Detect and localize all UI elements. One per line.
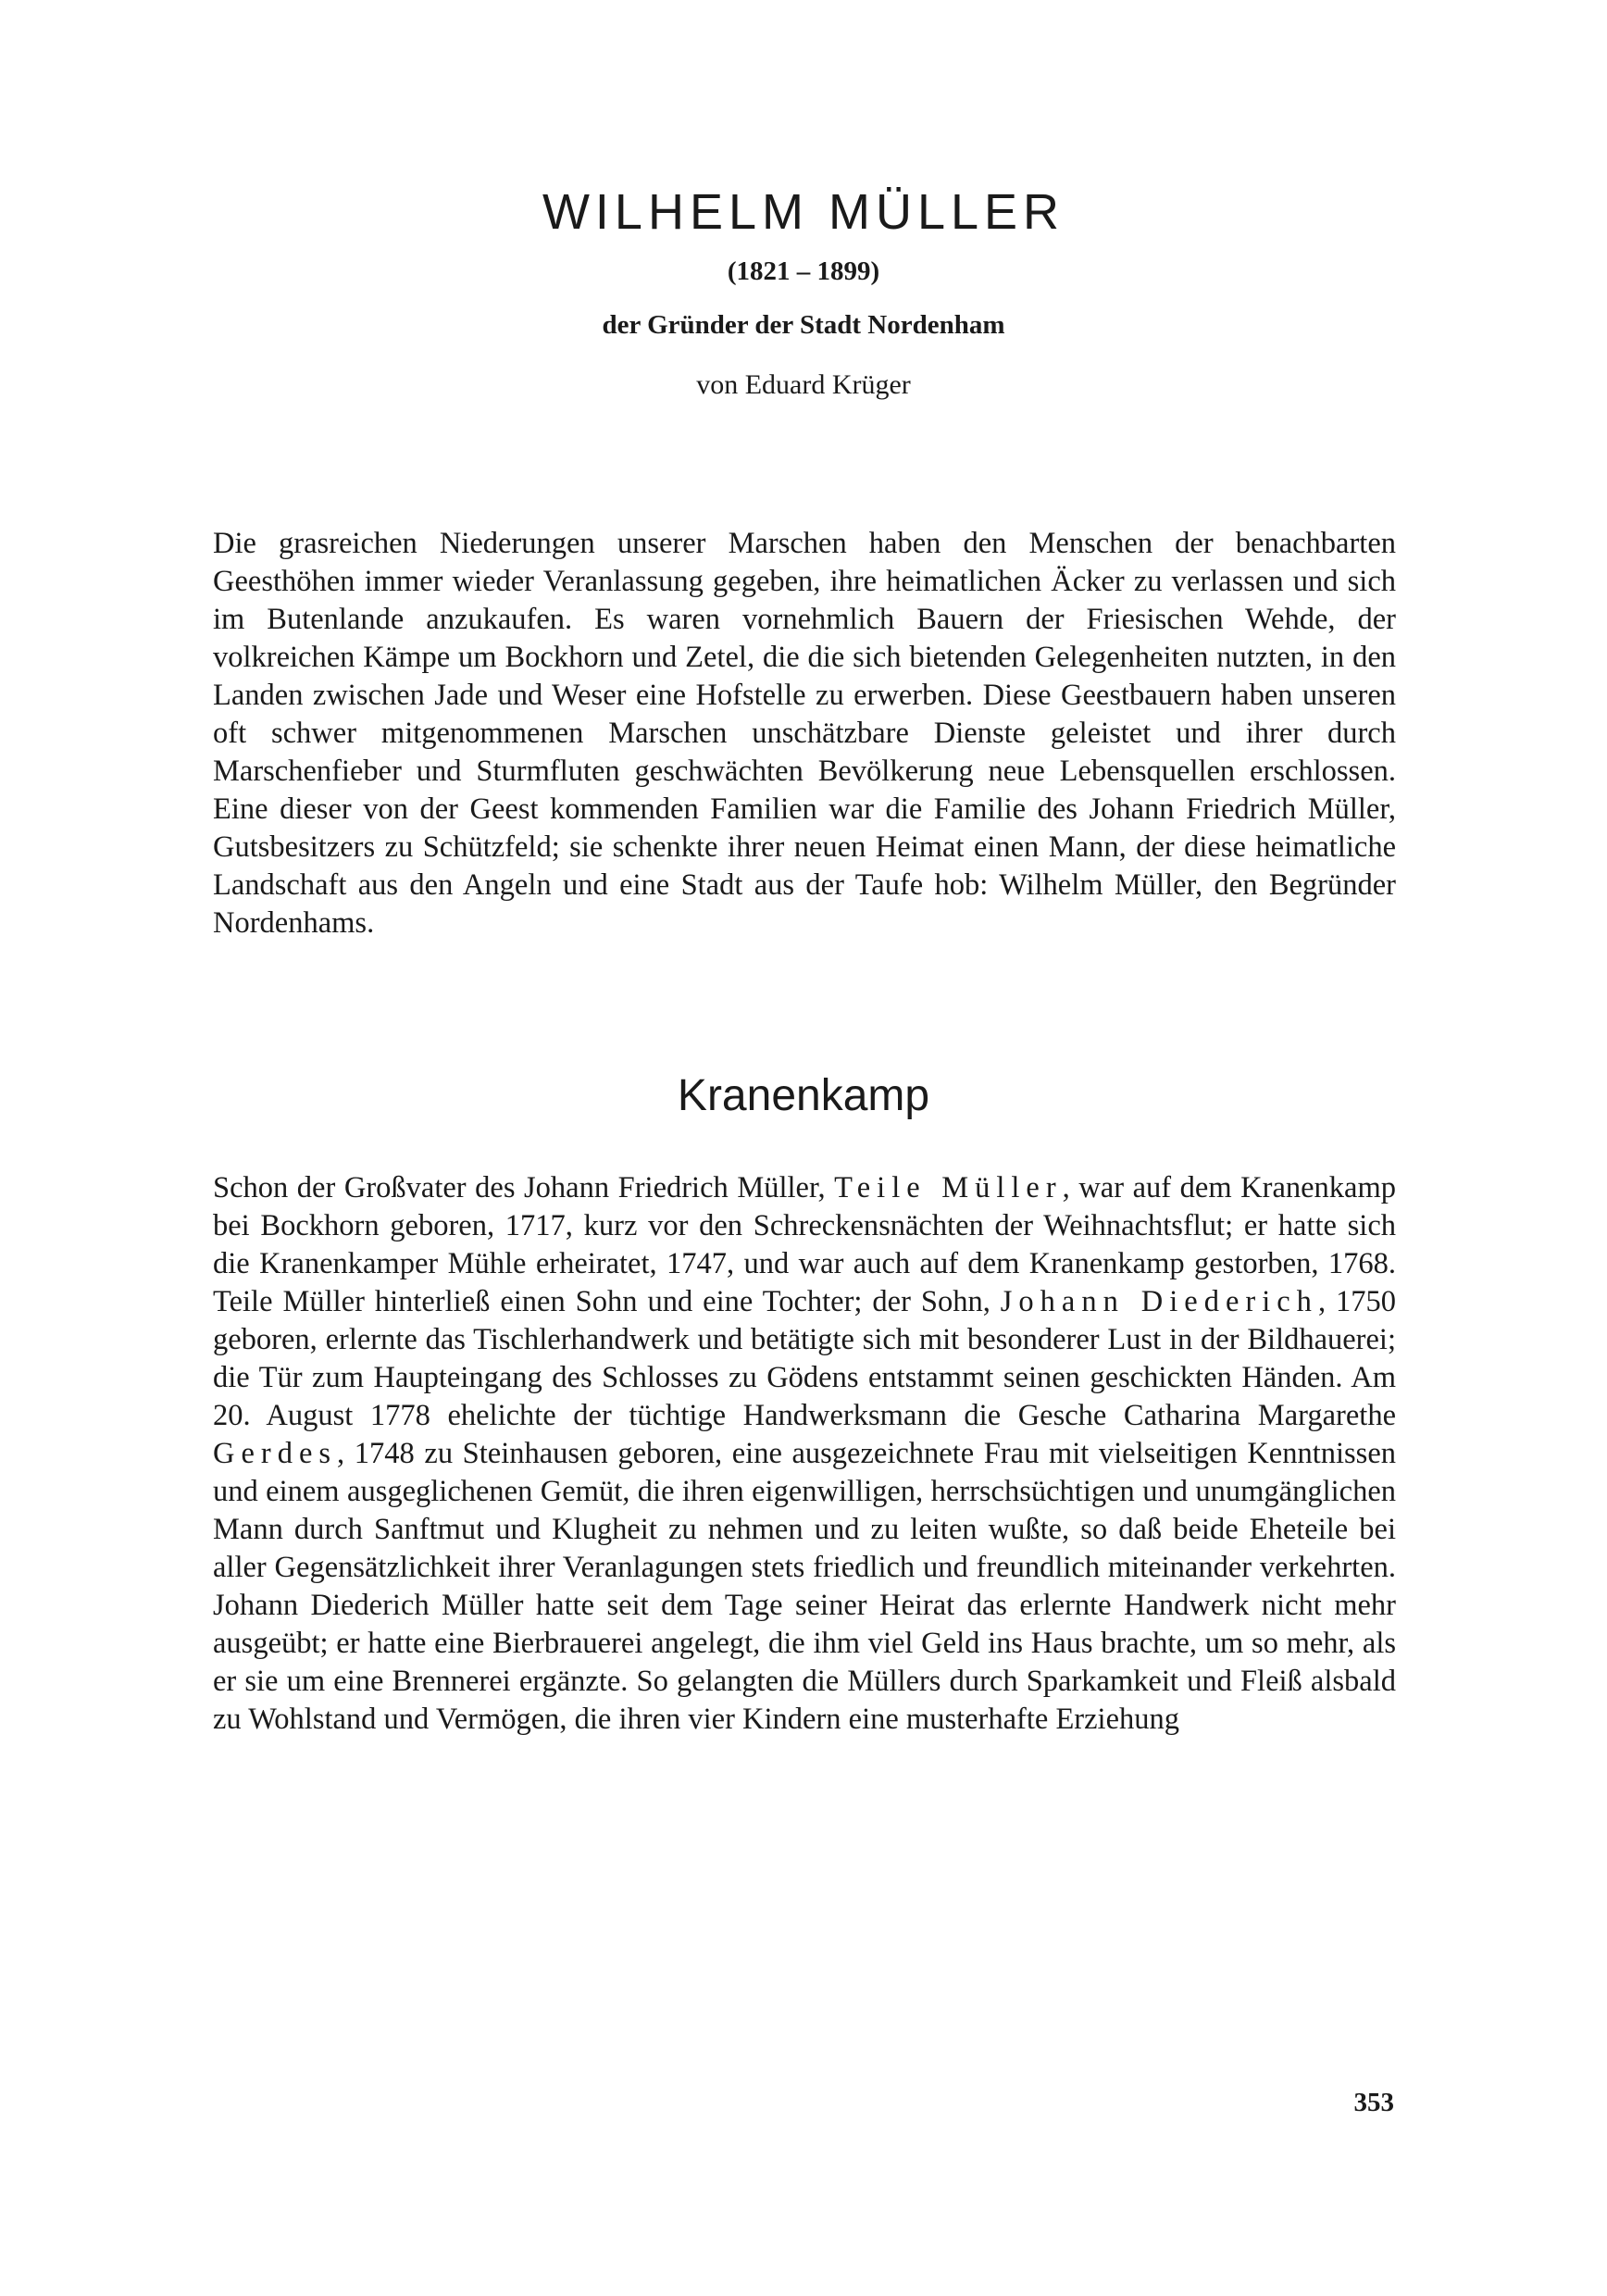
intro-paragraph: Die grasreichen Niederungen unserer Marschen haben den Menschen der benachbarten Geesthöhen immer wieder Veranlassung gegeben, ihre heimatlichen Äcker zu verlassen und sich im Butenlande anzukaufen. Es waren vornehmlich Bauern der Friesischen Wehde, der volkreichen Kämpe um Bockhorn und Zetel, die die sich bietenden Gelegenheiten nutzten, in den Landen zwischen Jade und Weser eine Hofstelle zu erwerben. Diese Geestbauern haben unseren oft schwer mitgenommenen Marschen unschätzbare Dienste geleistet und ihrer durch Marschenfieber und Sturmfluten geschwächten Bevölkerung neue Lebensquellen erschlossen. Eine dieser von der Geest kommenden Familien war die Familie des Johann Friedrich Müller, Gutsbesitzers zu Schützfeld; sie schenkte ihrer neuen Heimat einen Mann, der diese heimatliche Landschaft aus den Angeln und eine Stadt aus der Taufe hob: Wilhelm Müller, den Begründer Nordenhams.	[213, 527, 1396, 940]
paragraph-text: , 1750 geboren, erlernte das Tischlerhandwerk und betätigte sich mit besonderer Lust in der Bildhauerei; die Tür zum Haupteingang des Schlosses zu Gödens entstammt seinen geschickten Händen. Am 20. August 1778 ehelichte der tüchtige Handwerksmann die Gesche Catharina Margarethe	[213, 1285, 1397, 1432]
author-line: von Eduard Krüger	[696, 369, 911, 400]
section-heading: Kranenkamp	[677, 1071, 930, 1120]
spaced-name: Gerdes	[213, 1437, 338, 1470]
spaced-name: Johann Diederich	[1000, 1285, 1318, 1318]
section-paragraph	[213, 1169, 1396, 1739]
paragraph-text: , 1748 zu Steinhausen geboren, eine ausgezeichnete Frau mit vielseitigen Kenntnissen und einem ausgeglichenen Gemüt, die ihren eigenwilligen, herrschsüchtigen und unumgänglichen Mann durch Sanftmut und Klugheit zu nehmen und zu leiten wußte, so daß beide Eheteile bei aller Gegensätzlichkeit ihrer Veranlagungen stets friedlich und freundlich miteinander verkehrten. Johann Diederich Müller hatte seit dem Tage seiner Heirat das erlernte Handwerk nicht mehr ausgeübt; er hatte eine Bierbrauerei angelegt, die ihm viel Geld ins Haus brachte, um so mehr, als er sie um eine Brennerei ergänzte. So gelangten die Müllers durch Sparkamkeit und Fleiß alsbald zu Wohlstand und Vermögen, die ihren vier Kindern eine musterhafte Erziehung	[213, 1437, 1396, 1736]
article-title: WILHELM MÜLLER	[542, 184, 1065, 240]
paragraph-text: , war auf dem Kranenkamp bei Bockhorn geboren, 1717, kurz vor den Schreckensnächten der Weihnachtsflut; er hatte sich die Kranenkamper Mühle erheiratet, 1747, und war auch auf dem Kranenkamp gestorben, 1768. Teile Müller hinterließ einen Sohn und eine Tochter; der Sohn,	[213, 1171, 1396, 1318]
page-number: 353	[1353, 2088, 1394, 2117]
article-subtitle: der Gründer der Stadt Nordenham	[602, 310, 1005, 340]
life-dates: (1821 – 1899)	[727, 256, 880, 286]
spaced-name: Teile Müller	[834, 1171, 1063, 1204]
paragraph-text: Schon der Großvater des Johann Friedrich Müller,	[213, 1171, 835, 1204]
